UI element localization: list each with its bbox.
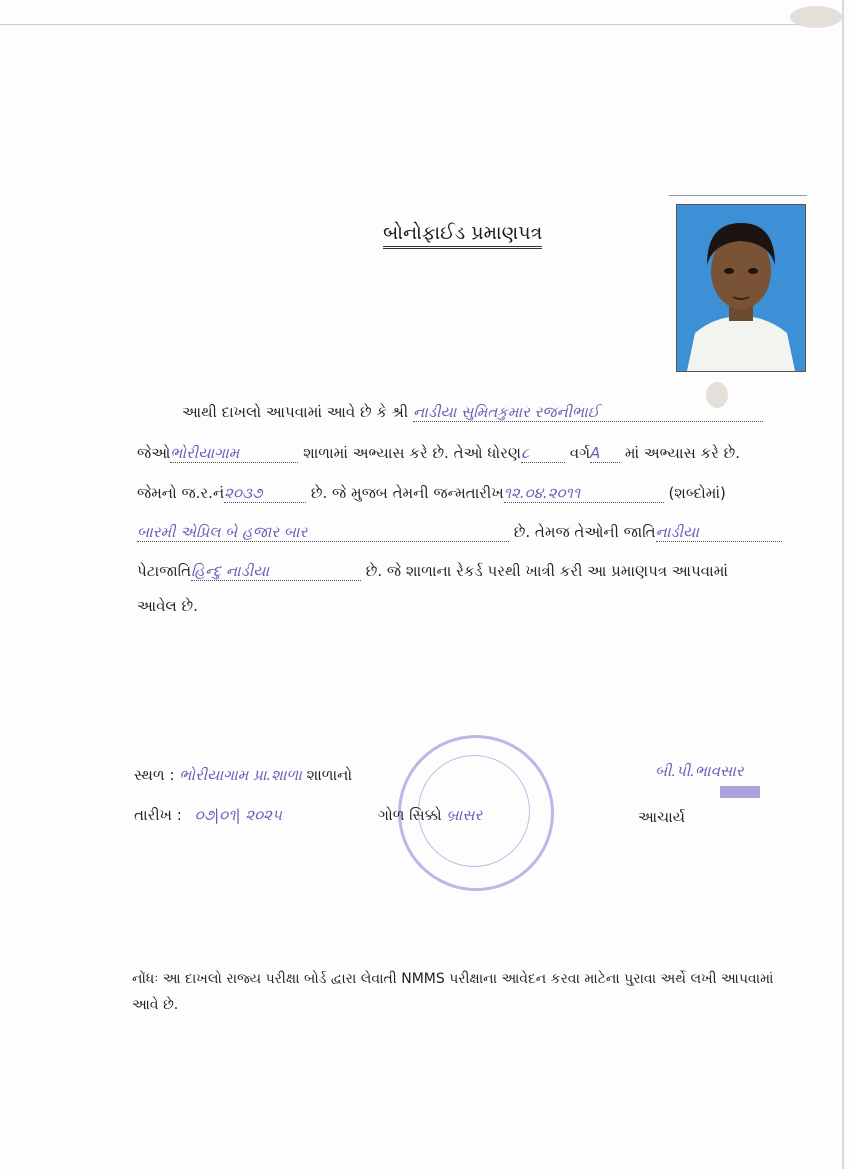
signature [655, 762, 744, 780]
body-line-5 [137, 562, 728, 581]
dob-label: છે. જે મુજબ તેમની જન્મતારીખ [310, 484, 504, 502]
principal-label: આચાર્ય [638, 808, 686, 826]
division: A [590, 444, 601, 462]
in-words-label: (શબ્દોમાં) [668, 484, 726, 502]
place-label: સ્થળ : [134, 766, 175, 784]
footnote: નોંધઃ આ દાખલો રાજ્ય પરીક્ષા બોર્ડ દ્વારા લેવાતી NMMS પરીક્ષાના આવેદન કરવા માટેના પુરાવા અર્થે લખી આપવામાં આવે છે. [132, 971, 774, 1013]
date-row [134, 806, 282, 824]
school-name: ભોરીયાગામ [170, 444, 240, 462]
scan-smudge [790, 6, 842, 28]
school-label: શાળાનો [306, 766, 353, 784]
std-label: શાળામાં અભ્યાસ કરે છે. તેઓ ધોરણ [303, 444, 521, 462]
name-prefix: આથી દાખલો આપવામાં આવે છે કે શ્રી [182, 403, 409, 421]
seal-handwriting: બ્રાસર [446, 806, 483, 824]
scan-top-line [0, 24, 800, 25]
place-row [134, 766, 352, 784]
scan-right-edge [842, 0, 844, 1169]
date-label: તારીખ : [134, 806, 182, 824]
place-value: ભોરીયાગામ પ્રા.શાળા [179, 766, 302, 784]
register-number: ૨૦૩૭ [224, 484, 263, 502]
seal-label: ગોળ સિક્કો [378, 806, 442, 824]
document-title: બોનોફાઈડ પ્રમાણપત્ર [383, 222, 542, 249]
standard: ૮ [520, 444, 530, 462]
subcaste-label: પેટાજાતિ [137, 562, 192, 580]
body-line-4 [137, 523, 782, 542]
study-suffix: માં અભ્યાસ કરે છે. [624, 444, 740, 462]
principal-row [616, 808, 685, 826]
body-line-3 [137, 484, 726, 503]
student-photo [676, 204, 806, 372]
record-statement: છે. જે શાળાના રેકર્ડ પરથી ખાત્રી કરી આ પ્રમાણપત્ર આપવામાં [365, 562, 728, 580]
regno-label: જેમનો જ.ર.નં [137, 484, 225, 502]
caste: નાડીયા [655, 523, 699, 541]
student-name: નાડીયા સુમિતકુમાર રજનીભાઈ [412, 403, 600, 421]
division-label: વર્ગ [569, 444, 591, 462]
body-line-2 [137, 444, 740, 463]
caste-label: છે. તેમજ તેઓની જાતિ [513, 523, 656, 541]
seal-row [378, 806, 482, 824]
principal-signature: બી.પી.ભાવસાર [655, 762, 744, 780]
stamp-ink-mark [720, 786, 760, 798]
subcaste: હિન્દુ નાડીયા [191, 562, 270, 580]
body-line-1 [182, 403, 763, 422]
date-value: ૦૭|૦૧| ૨૦૨૫ [194, 806, 282, 824]
body-line-6: આવેલ છે. [137, 597, 198, 615]
jeo-label: જેઓ [137, 444, 171, 462]
student-photo-image [677, 205, 805, 371]
date-of-birth: ૧૨.૦૪.૨૦૧૧ [503, 484, 581, 502]
dob-in-words: બારમી એપ્રિલ બે હજાર બાર [137, 523, 308, 541]
